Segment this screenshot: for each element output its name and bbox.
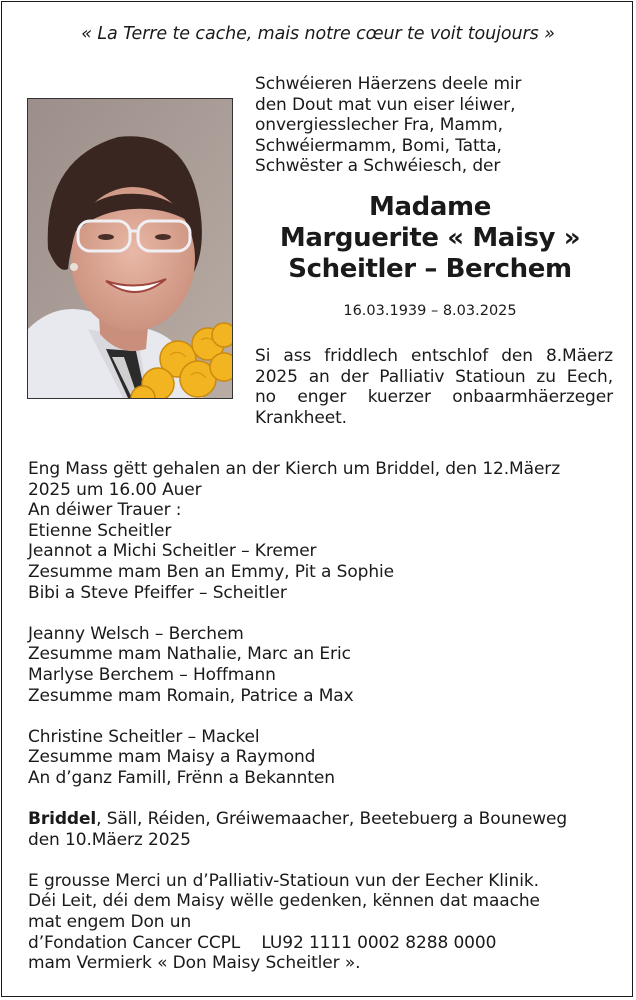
intro-line: onvergiesslecher Fra, Mamm, — [255, 115, 503, 136]
name-title: Madame — [369, 192, 491, 222]
thanks-line: E grousse Merci un d’Palliativ-Statioun vun der Eecher Klinik. — [28, 870, 539, 891]
passing-line: Krankheet. — [255, 407, 347, 428]
mass-line: 2025 um 16.00 Auer — [28, 479, 202, 500]
name-first: Marguerite « Maisy » — [279, 223, 581, 253]
mourner-line: Zesumme mam Maisy a Raymond — [28, 747, 316, 768]
life-dates: 16.03.1939 – 8.03.2025 — [343, 303, 517, 319]
place-date: den 10.Mäerz 2025 — [28, 829, 191, 850]
deceased-name — [242, 192, 618, 285]
intro-line: Schwéieren Häerzens deele mir — [255, 74, 522, 94]
passing-line: no enger kuerzer onbaarmhäerzeger — [255, 387, 613, 408]
mourner-line: Jeanny Welsch – Berchem — [28, 623, 244, 644]
donation-line: d’Fondation Cancer CCPL LU92 1111 0002 8288 0000 — [28, 932, 497, 953]
intro-line: Schwëster a Schwéiesch, der — [255, 156, 501, 177]
passing-text — [255, 346, 613, 428]
epigraph-quote: « La Terre te cache, mais notre cœur te voit toujours » — [81, 24, 555, 44]
mourner-line: Marlyse Berchem – Hoffmann — [28, 664, 276, 685]
intro-line: den Dout mat vun eiser léiwer, — [255, 94, 516, 115]
thanks-line: mat engem Don un — [28, 912, 192, 933]
main-text — [28, 459, 618, 974]
thanks-line: Déi Leit, déi dem Maisy wëlle gedenken, kënnen dat maache — [28, 891, 540, 912]
mourner-line: Bibi a Steve Pfeiffer – Scheitler — [28, 582, 287, 603]
mourner-line: Zesumme mam Nathalie, Marc an Eric — [28, 644, 351, 665]
place-line — [28, 809, 618, 830]
thanks-line: mam Vermierk « Don Maisy Scheitler ». — [28, 953, 361, 974]
portrait-photo — [27, 98, 233, 399]
passing-line: 2025 an der Palliativ Statioun zu Eech, — [255, 366, 613, 387]
mourner-line: Zesumme mam Romain, Patrice a Max — [28, 685, 354, 706]
mourner-line: Zesumme mam Ben an Emmy, Pit a Sophie — [28, 561, 395, 582]
obituary-notice — [1, 1, 633, 997]
mourner-line: Etienne Scheitler — [28, 520, 172, 541]
intro-line: Schwéiermamm, Bomi, Tatta, — [255, 135, 502, 156]
name-last: Scheitler – Berchem — [288, 254, 572, 284]
mourner-line: An d’ganz Famill, Frënn a Bekannten — [28, 767, 335, 788]
mass-line: Eng Mass gëtt gehalen an der Kierch um Briddel, den 12.Mäerz — [28, 459, 561, 479]
mourner-line: Christine Scheitler – Mackel — [28, 726, 260, 747]
place-bold: Briddel — [28, 809, 97, 830]
mourner-line: An déiwer Trauer : — [28, 500, 182, 521]
place-rest: , Säll, Réiden, Gréiwemaacher, Beetebuerg a Bouneweg — [96, 809, 568, 830]
mourner-line: Jeannot a Michi Scheitler – Kremer — [28, 541, 317, 562]
intro-text — [255, 74, 615, 177]
passing-line: Si ass friddlech entschlof den 8.Mäerz — [255, 346, 613, 366]
